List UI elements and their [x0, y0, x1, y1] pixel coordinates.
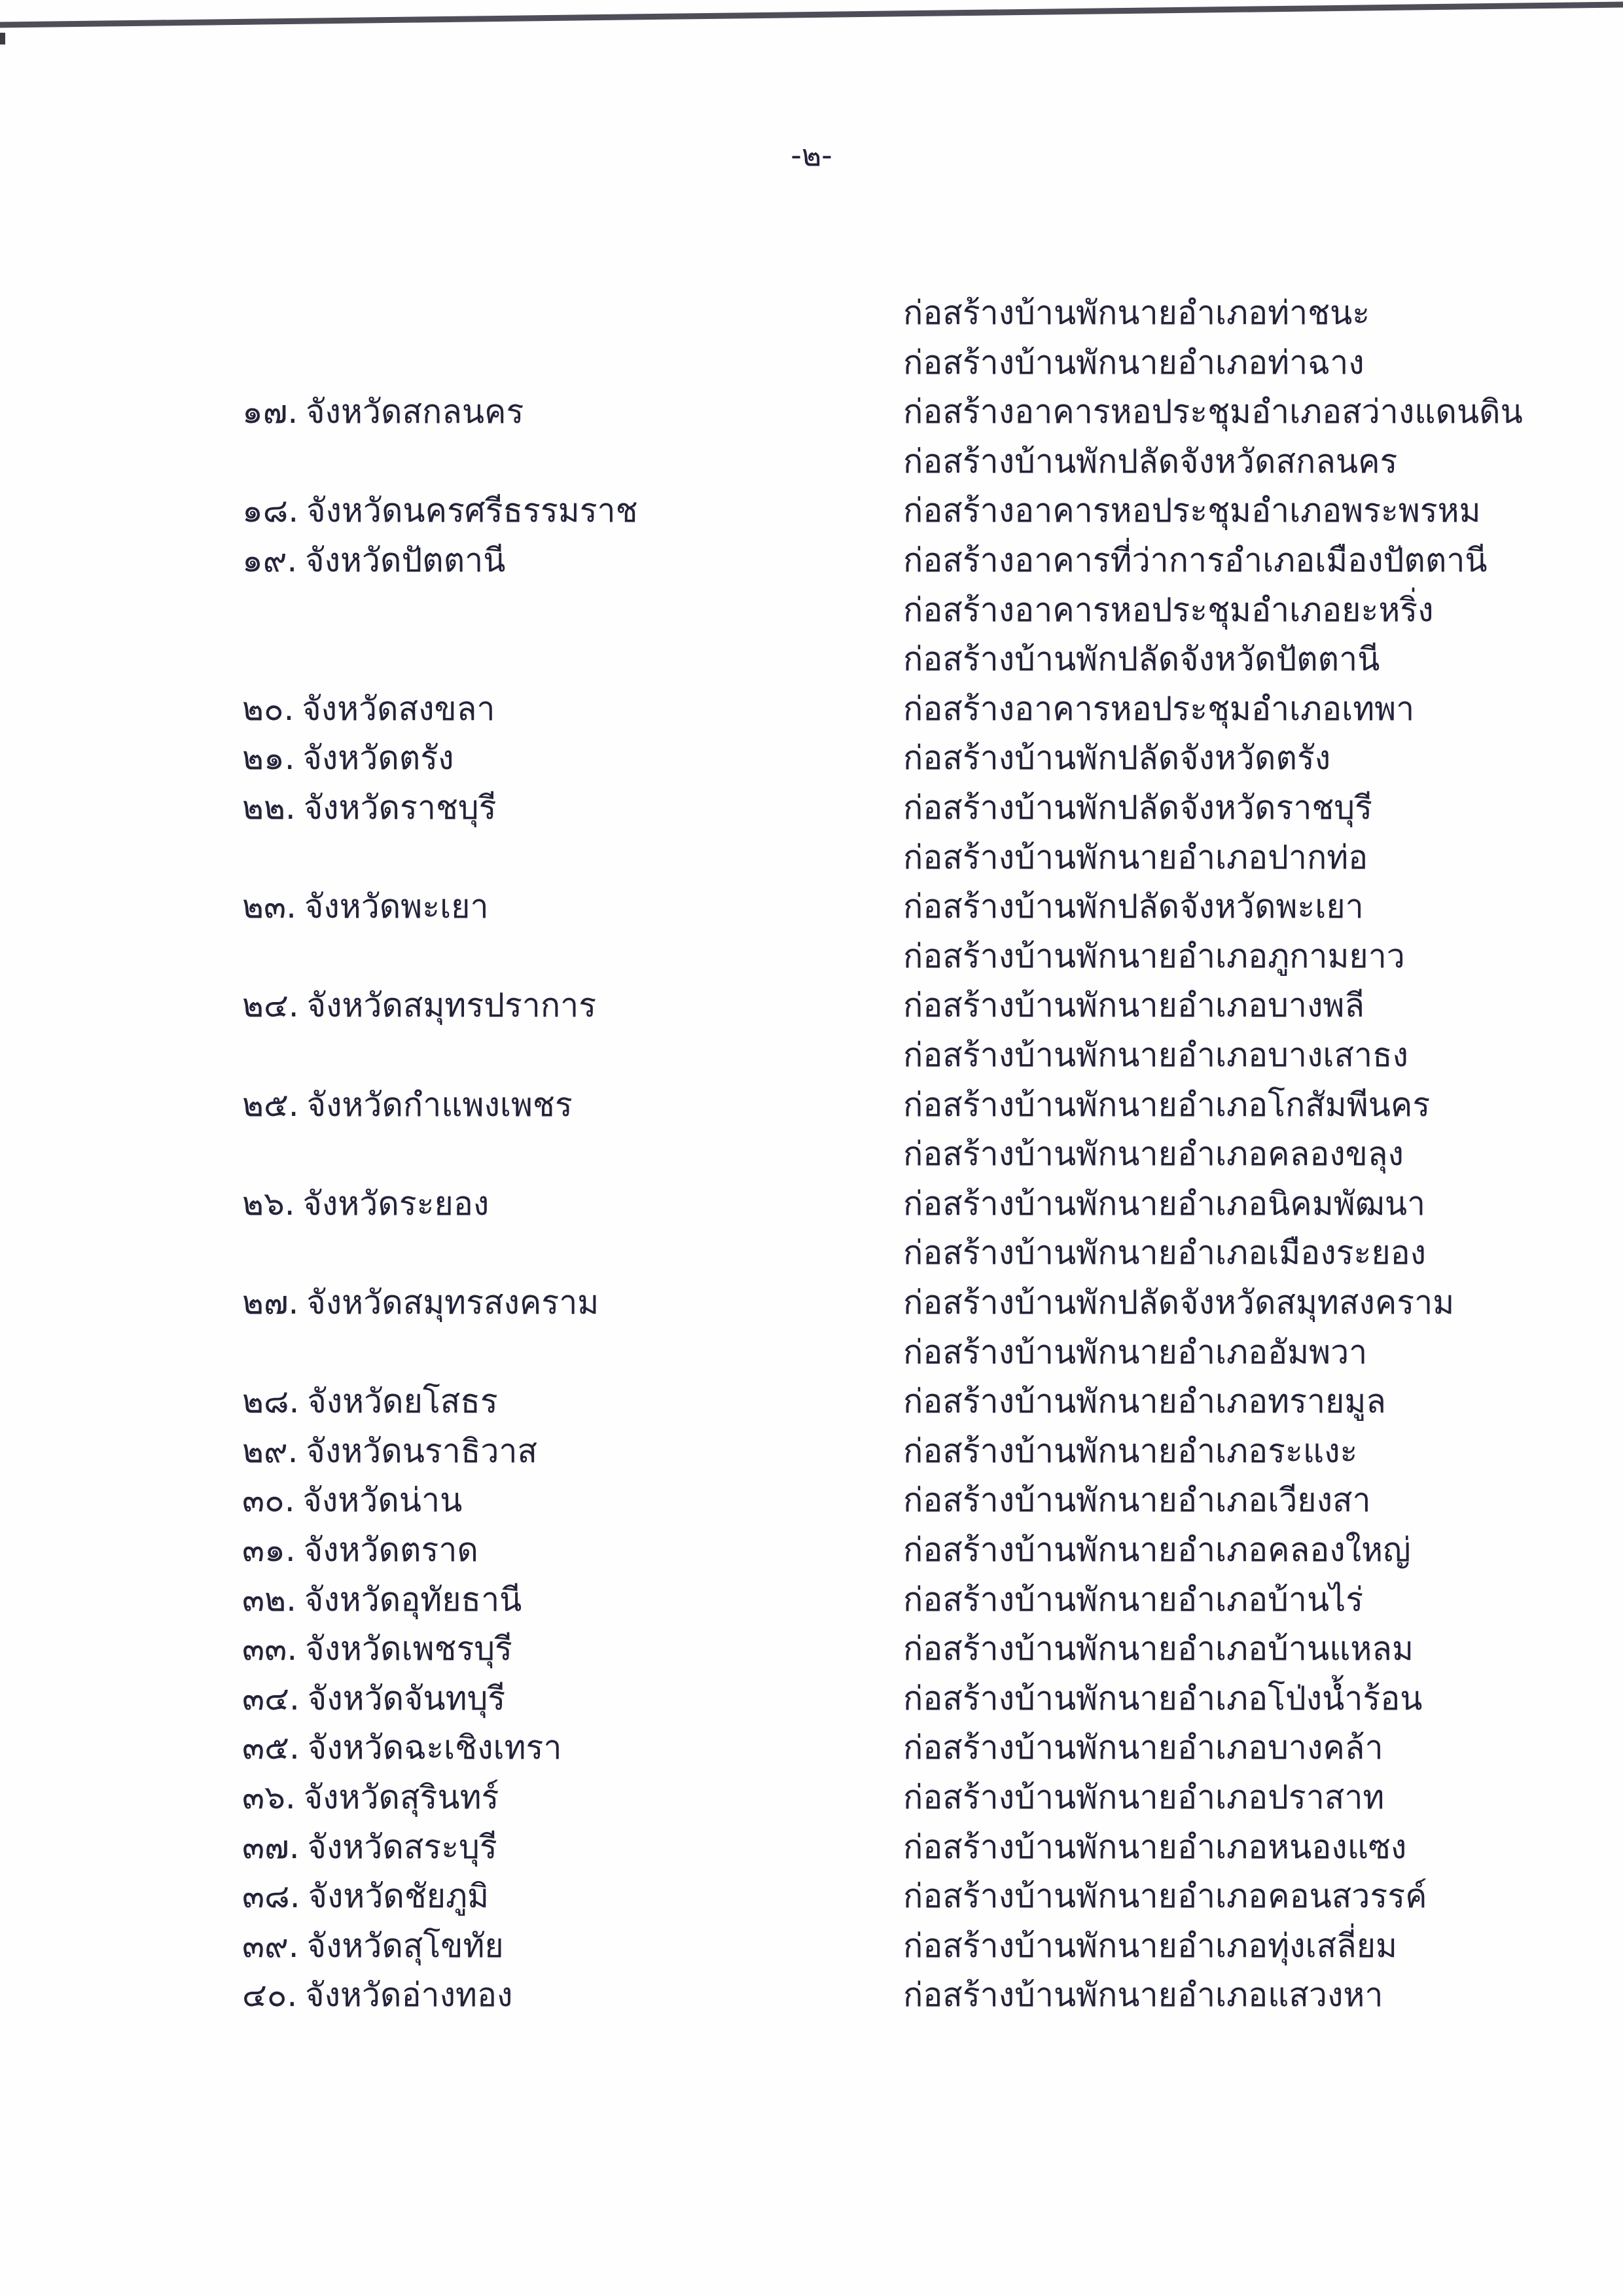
project-name: ก่อสร้างอาคารหอประชุมอำเภอพระพรหม [903, 492, 1481, 529]
list-row [0, 888, 1623, 934]
province-name: จังหวัดกำแพงเพชร [306, 1086, 573, 1124]
province-number: ๒๗. [242, 1283, 299, 1321]
list-row [0, 1532, 1623, 1577]
list-row [0, 1829, 1623, 1874]
province-number: ๓๘. [242, 1877, 300, 1915]
list-row [0, 1680, 1623, 1726]
province-cell [242, 1383, 498, 1421]
project-name: ก่อสร้างอาคารหอประชุมอำเภอสว่างแดนดิน [903, 393, 1523, 431]
project-name: ก่อสร้างบ้านพักนายอำเภอโป่งน้ำร้อน [903, 1679, 1423, 1717]
province-name: จังหวัดนราธิวาส [306, 1432, 537, 1470]
list-row [0, 295, 1623, 340]
list-row [0, 1928, 1623, 1973]
province-cell [242, 1532, 478, 1570]
list-row [0, 1284, 1623, 1330]
project-name: ก่อสร้างบ้านพักปลัดจังหวัดปัตตานี [903, 640, 1380, 678]
province-number: ๓๔. [242, 1679, 300, 1717]
project-name: ก่อสร้างบ้านพักนายอำเภอทรายมูล [903, 1382, 1386, 1420]
province-cell [242, 542, 505, 580]
list-row [0, 1334, 1623, 1380]
list-row [0, 1878, 1623, 1924]
project-name: ก่อสร้างอาคารที่ว่าการอำเภอเมืองปัตตานี [903, 541, 1488, 579]
province-number: ๓๑. [242, 1531, 296, 1569]
province-name: จังหวัดเพชรบุรี [305, 1630, 512, 1668]
list-row [0, 641, 1623, 687]
province-number: ๒๐. [242, 690, 294, 728]
province-name: จังหวัดสุรินทร์ [303, 1778, 499, 1816]
list-row [0, 938, 1623, 984]
province-name: จังหวัดราชบุรี [303, 789, 497, 827]
province-number: ๓๙. [242, 1927, 299, 1965]
project-name: ก่อสร้างบ้านพักนายอำเภอภูกามยาว [903, 937, 1405, 975]
list-row [0, 443, 1623, 489]
province-name: จังหวัดปัตตานี [305, 541, 506, 579]
list-row [0, 789, 1623, 835]
province-number: ๓๖. [242, 1778, 296, 1816]
province-cell [242, 1779, 499, 1817]
province-cell [242, 691, 495, 728]
province-name: จังหวัดยโสธร [307, 1382, 498, 1420]
project-name: ก่อสร้างบ้านพักปลัดจังหวัดพะเยา [903, 888, 1364, 925]
province-name: จังหวัดสงขลา [302, 690, 495, 728]
province-number: ๓๗. [242, 1828, 300, 1866]
province-number: ๒๕. [242, 1086, 299, 1124]
province-cell [242, 393, 524, 431]
province-number: ๒๑. [242, 739, 295, 777]
province-number: ๓๒. [242, 1581, 297, 1619]
province-name: จังหวัดชัยภูมิ [308, 1877, 490, 1915]
project-name: ก่อสร้างบ้านพักนายอำเภอเวียงสา [903, 1481, 1371, 1519]
project-name: ก่อสร้างบ้านพักนายอำเภอบางคล้า [903, 1729, 1383, 1767]
list-row [0, 1037, 1623, 1083]
list-row [0, 987, 1623, 1033]
province-cell [242, 1729, 562, 1767]
province-cell [242, 1185, 489, 1223]
list-row [0, 393, 1623, 439]
province-name: จังหวัดสระบุรี [307, 1828, 497, 1866]
project-name: ก่อสร้างอาคารหอประชุมอำเภอยะหริ่ง [903, 591, 1434, 629]
province-number: ๒๔. [242, 986, 299, 1024]
project-name: ก่อสร้างบ้านพักนายอำเภอบางพลี [903, 986, 1364, 1024]
province-cell [242, 1928, 504, 1965]
province-cell [242, 492, 638, 530]
province-name: จังหวัดจันทบุรี [307, 1679, 506, 1717]
page-number: -๒- [791, 137, 832, 173]
project-name: ก่อสร้างบ้านพักนายอำเภอเมืองระยอง [903, 1234, 1427, 1272]
province-name: จังหวัดฉะเชิงเทรา [307, 1729, 562, 1767]
list-row [0, 1977, 1623, 2022]
list-row [0, 1383, 1623, 1429]
list-row [0, 1136, 1623, 1181]
province-number: ๔๐. [242, 1976, 298, 2014]
province-cell [242, 1680, 505, 1718]
list-row [0, 542, 1623, 588]
project-name: ก่อสร้างบ้านพักนายอำเภอแสวงหา [903, 1976, 1383, 2014]
project-name: ก่อสร้างบ้านพักปลัดจังหวัดตรัง [903, 739, 1331, 777]
province-number: ๓๕. [242, 1729, 300, 1767]
list-row [0, 1086, 1623, 1132]
scan-edge-artifact [0, 0, 1623, 46]
province-cell [242, 1977, 512, 2015]
province-number: ๒๒. [242, 789, 296, 827]
list-row [0, 1482, 1623, 1528]
province-name: จังหวัดอุทัยธานี [304, 1581, 522, 1619]
project-name: ก่อสร้างบ้านพักนายอำเภอหนองแซง [903, 1828, 1407, 1866]
province-cell [242, 1878, 489, 1916]
list-row [0, 492, 1623, 538]
province-cell [242, 888, 489, 926]
province-name: จังหวัดสมุทรปราการ [306, 986, 597, 1024]
list-row [0, 592, 1623, 637]
province-number: ๒๓. [242, 888, 297, 925]
project-name: ก่อสร้างบ้านพักนายอำเภออัมพวา [903, 1333, 1368, 1371]
list-row [0, 1779, 1623, 1825]
province-number: ๓๓. [242, 1630, 298, 1668]
province-cell [242, 1829, 497, 1867]
province-cell [242, 1581, 522, 1619]
project-name: ก่อสร้างบ้านพักนายอำเภอนิคมพัฒนา [903, 1185, 1426, 1223]
list-row [0, 691, 1623, 736]
project-name: ก่อสร้างบ้านพักนายอำเภอปราสาท [903, 1778, 1385, 1816]
province-cell [242, 1482, 462, 1520]
project-name: ก่อสร้างบ้านพักนายอำเภอบ้านไร่ [903, 1581, 1364, 1619]
province-cell [242, 1630, 512, 1668]
project-name: ก่อสร้างบ้านพักปลัดจังหวัดราชบุรี [903, 789, 1372, 827]
province-number: ๓๐. [242, 1481, 295, 1519]
province-cell [242, 987, 596, 1025]
province-number: ๑๘. [242, 492, 299, 529]
project-name: ก่อสร้างอาคารหอประชุมอำเภอเทพา [903, 690, 1415, 728]
province-name: จังหวัดน่าน [302, 1481, 463, 1519]
project-name: ก่อสร้างบ้านพักปลัดจังหวัดสกลนคร [903, 442, 1398, 480]
list-row [0, 1729, 1623, 1775]
province-cell [242, 1433, 537, 1471]
project-name: ก่อสร้างบ้านพักนายอำเภอโกสัมพีนคร [903, 1086, 1431, 1124]
list-row [0, 1185, 1623, 1231]
province-cell [242, 1086, 573, 1124]
project-name: ก่อสร้างบ้านพักปลัดจังหวัดสมุทสงคราม [903, 1283, 1455, 1321]
project-name: ก่อสร้างบ้านพักนายอำเภอท่าชนะ [903, 294, 1370, 332]
province-number: ๑๗. [242, 393, 298, 431]
list-row [0, 1234, 1623, 1280]
project-name: ก่อสร้างบ้านพักนายอำเภอปากท่อ [903, 838, 1368, 876]
province-name: จังหวัดอ่างทอง [305, 1976, 513, 2014]
project-name: ก่อสร้างบ้านพักนายอำเภอบ้านแหลม [903, 1630, 1414, 1668]
project-name: ก่อสร้างบ้านพักนายอำเภอคลองขลุง [903, 1135, 1404, 1173]
project-name: ก่อสร้างบ้านพักนายอำเภอคอนสวรรค์ [903, 1877, 1427, 1915]
province-name: จังหวัดสุโขทัย [306, 1927, 504, 1965]
province-cell [242, 1284, 599, 1322]
province-name: จังหวัดสมุทรสงคราม [306, 1283, 599, 1321]
province-cell [242, 789, 497, 827]
province-name: จังหวัดนครศรีธรรมราช [306, 492, 638, 529]
province-name: จังหวัดสกลนคร [306, 393, 524, 431]
province-name: จังหวัดระยอง [302, 1185, 490, 1223]
province-number: ๑๙. [242, 541, 298, 579]
province-name: จังหวัดตรัง [302, 739, 454, 777]
project-name: ก่อสร้างบ้านพักนายอำเภอท่าฉาง [903, 344, 1364, 382]
list-row [0, 839, 1623, 885]
list-row [0, 1433, 1623, 1479]
project-name: ก่อสร้างบ้านพักนายอำเภอบางเสาธง [903, 1036, 1408, 1074]
project-name: ก่อสร้างบ้านพักนายอำเภอคลองใหญ่ [903, 1531, 1411, 1569]
list-row [0, 740, 1623, 785]
list-row [0, 1581, 1623, 1627]
province-name: จังหวัดตราด [303, 1531, 478, 1569]
province-name: จังหวัดพะเยา [304, 888, 489, 925]
project-name: ก่อสร้างบ้านพักนายอำเภอระแงะ [903, 1432, 1358, 1470]
province-number: ๒๘. [242, 1382, 300, 1420]
project-name: ก่อสร้างบ้านพักนายอำเภอทุ่งเสลี่ยม [903, 1927, 1398, 1965]
province-number: ๒๙. [242, 1432, 298, 1470]
list-row [0, 344, 1623, 390]
province-cell [242, 740, 454, 778]
province-number: ๒๖. [242, 1185, 295, 1223]
list-row [0, 1630, 1623, 1676]
